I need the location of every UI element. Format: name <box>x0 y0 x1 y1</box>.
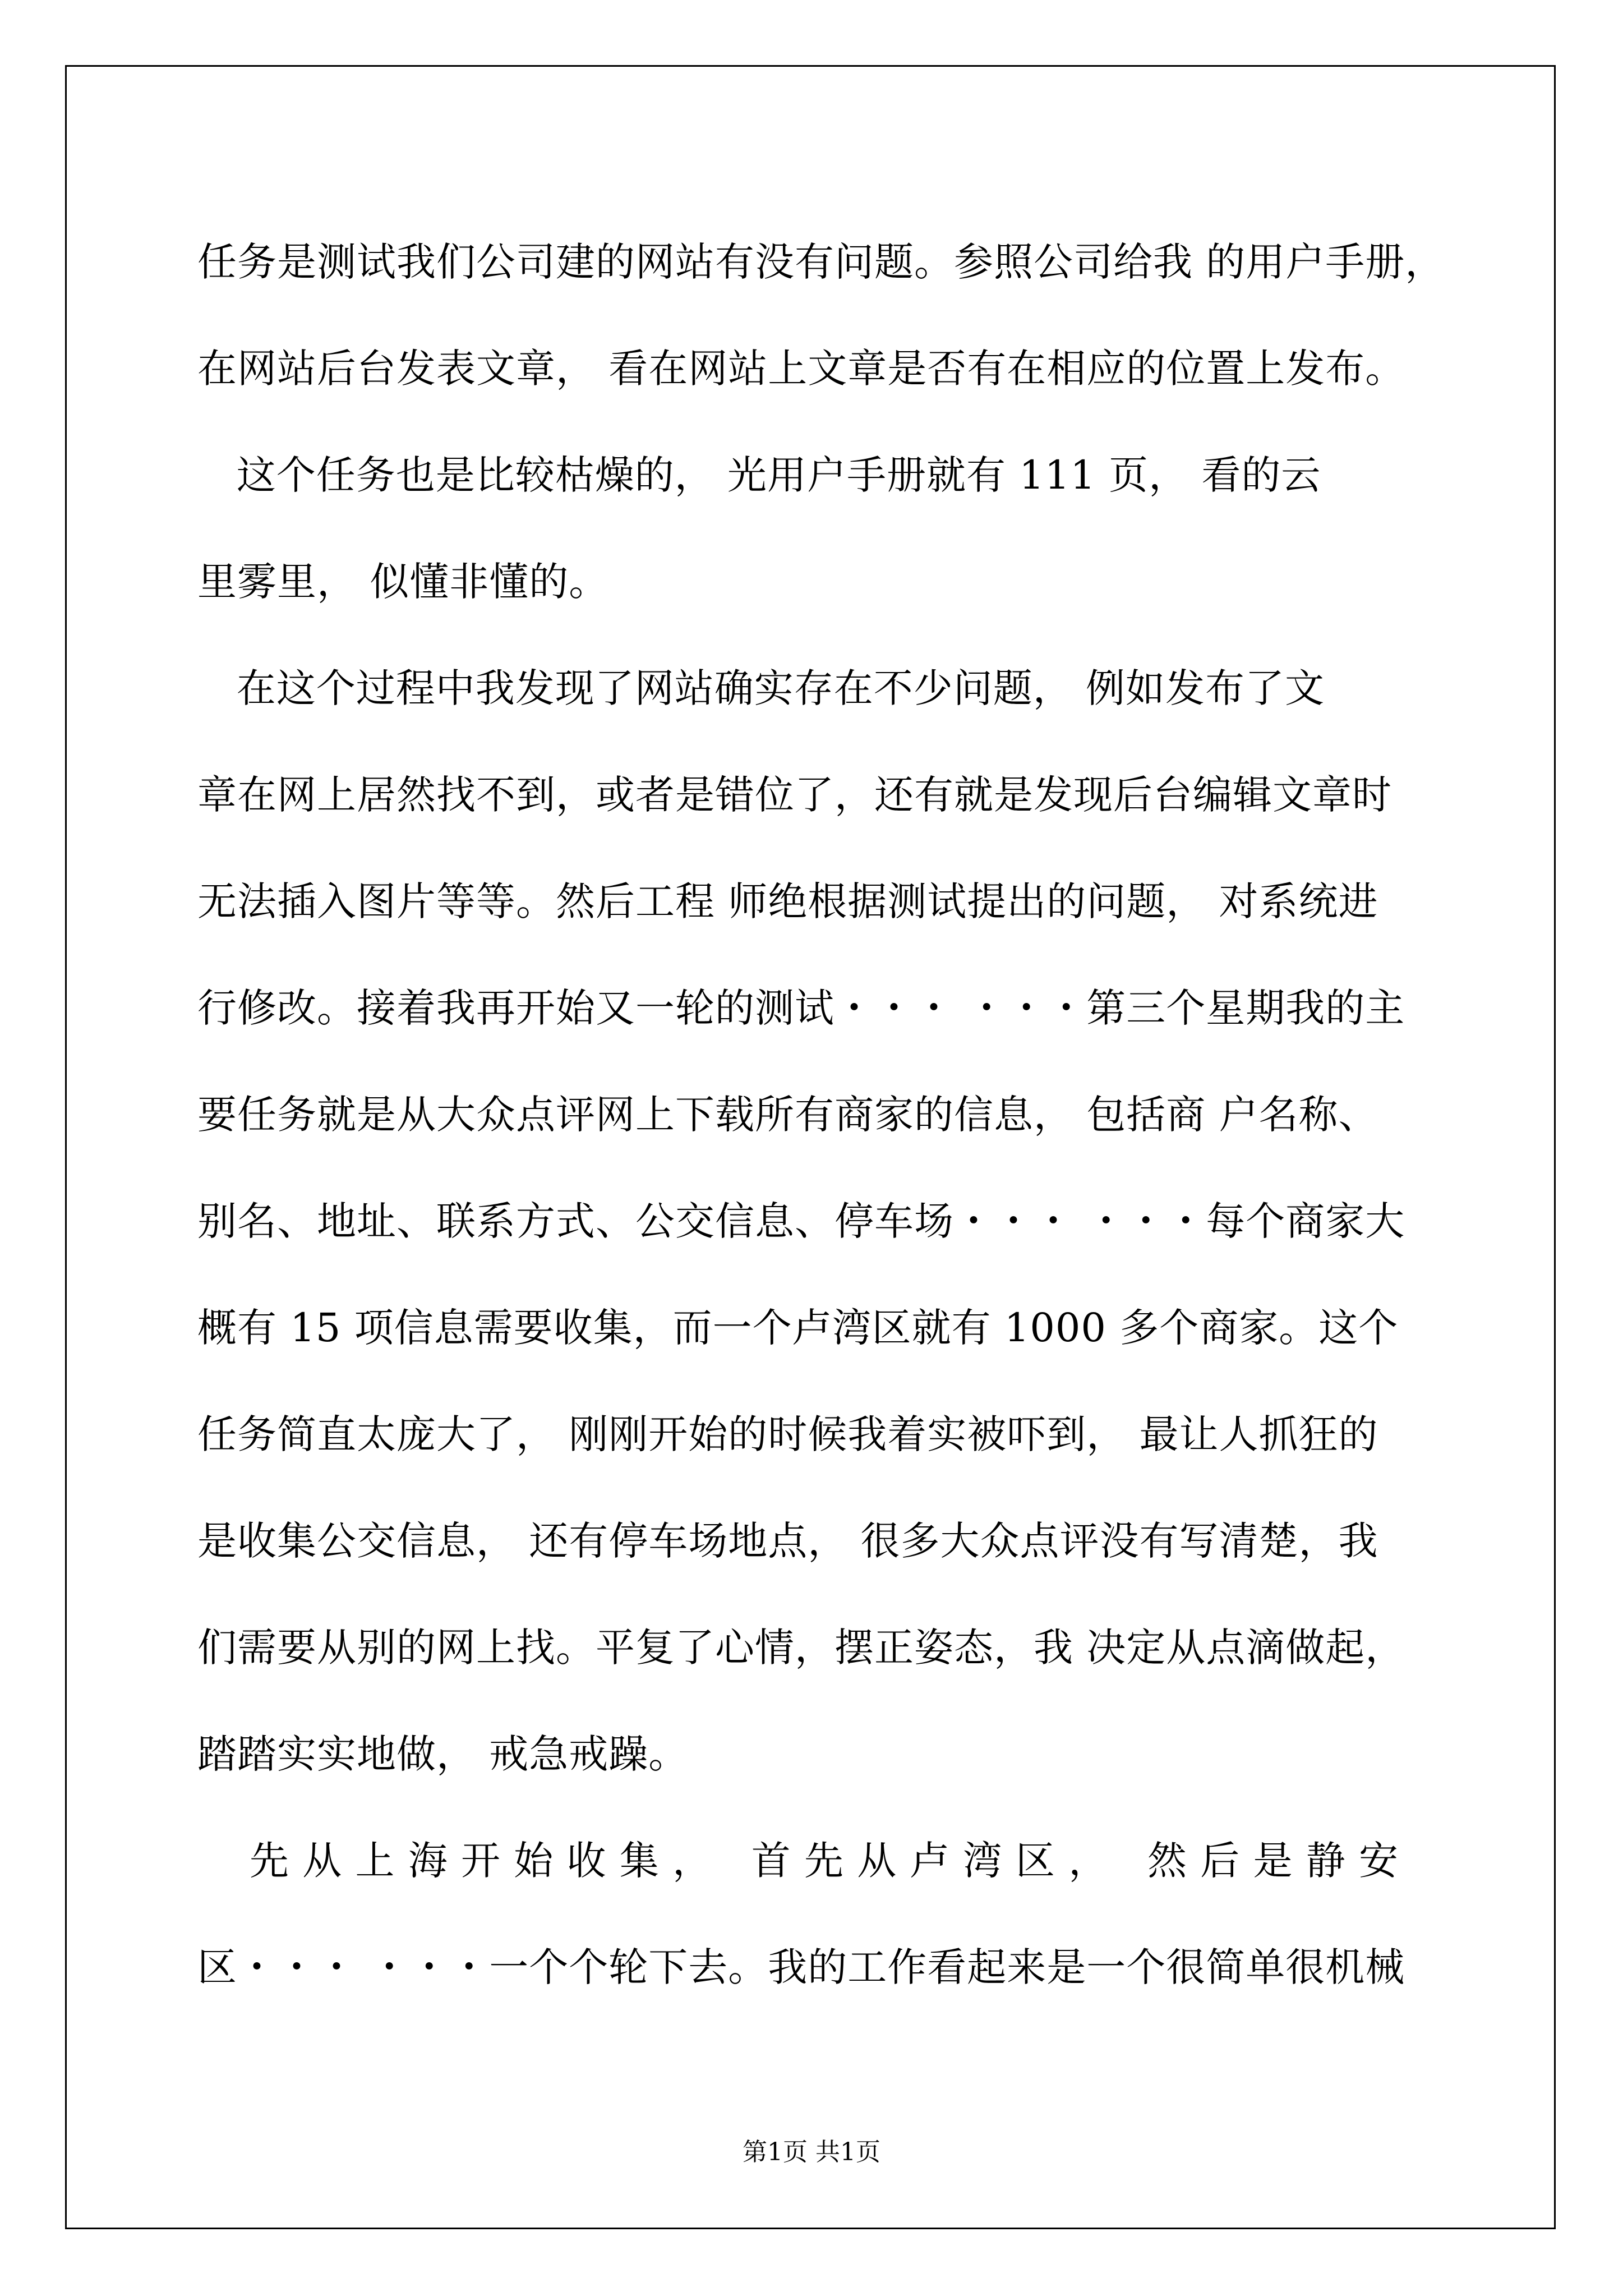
text-line: 行修改。接着我再开始又一轮的测试・・・ ・・・第三个星期我的主 <box>197 985 1405 1031</box>
text-line: 章在网上居然找不到，或者是错位了，还有就是发现后台编辑文章时 <box>197 772 1392 818</box>
text-line: 踏踏实实地做， 戒急戒躁。 <box>197 1731 689 1777</box>
text-line: 们需要从别的网上找。平复了心情，摆正姿态，我 决定从点滴做起， <box>197 1625 1405 1671</box>
text-line: 在网站后台发表文章， 看在网站上文章是否有在相应的位置上发布。 <box>197 346 1405 392</box>
document-body <box>197 209 1445 2021</box>
text-line: 在这个过程中我发现了网站确实存在不少问题， 例如发布了文 <box>197 665 1325 711</box>
text-line: 概有 15 项信息需要收集，而一个卢湾区就有 1000 多个商家。这个 <box>197 1305 1399 1351</box>
text-line: 任务是测试我们公司建的网站有没有问题。参照公司给我 的用户手册， <box>197 239 1445 285</box>
text-line: 这个任务也是比较枯燥的， 光用户手册就有 111 页， 看的云 <box>197 452 1321 498</box>
text-line: 是收集公交信息， 还有停车场地点， 很多大众点评没有写清楚，我 <box>197 1518 1378 1564</box>
text-line: 任务简直太庞大了， 刚刚开始的时候我着实被吓到， 最让人抓狂的 <box>197 1411 1378 1457</box>
text-line: 无法插入图片等等。然后工程 师绝根据测试提出的问题， 对系统进 <box>197 878 1378 924</box>
page-footer: 第1页 共1页 <box>743 2138 880 2166</box>
text-line: 先 从 上 海 开 始 收 集 ， 首 先 从 卢 湾 区 ， 然 后 是 静 安 <box>197 1838 1399 1884</box>
text-line: 别名、地址、联系方式、公交信息、停车场・・・ ・・・每个商家大 <box>197 1198 1405 1244</box>
text-line: 里雾里， 似懂非懂的。 <box>197 559 609 605</box>
text-line: 区・・・ ・・・一个个轮下去。我的工作看起来是一个很简单很机械 <box>197 1944 1405 1990</box>
text-line: 要任务就是从大众点评网上下载所有商家的信息， 包括商 户名称、 <box>197 1092 1378 1138</box>
